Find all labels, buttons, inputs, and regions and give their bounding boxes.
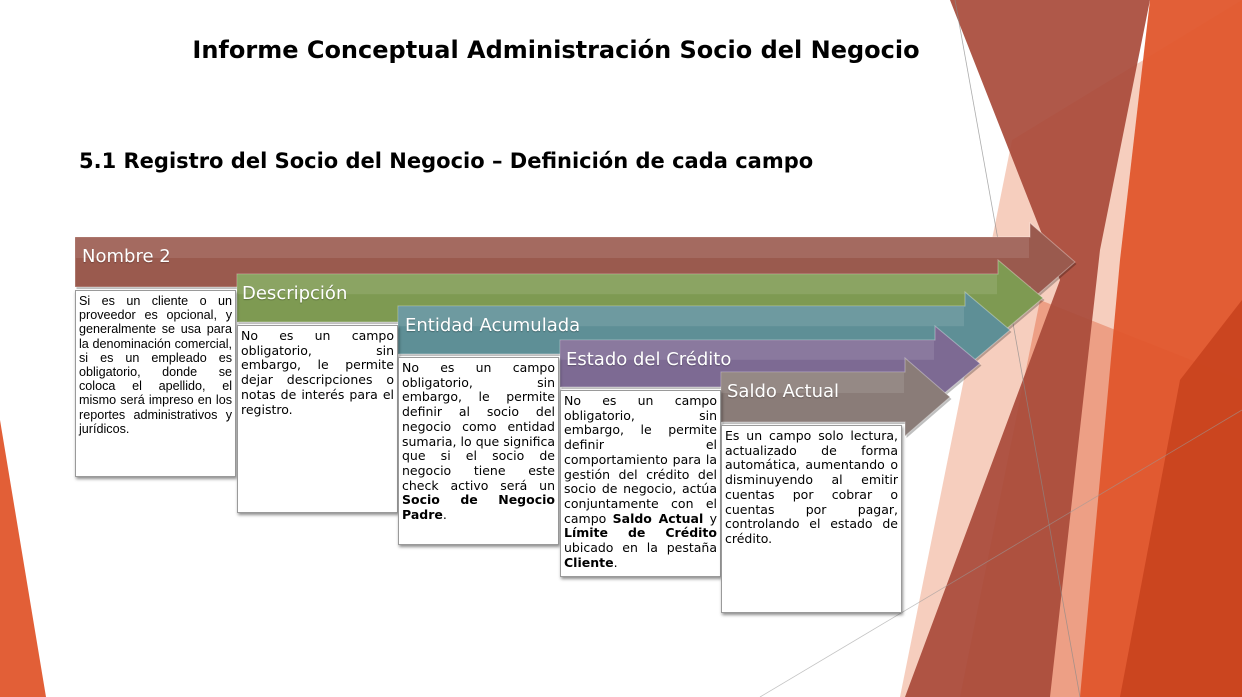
section-heading: 5.1 Registro del Socio del Negocio – Definición de cada campo [79,149,814,173]
emphasized-term: Límite de Crédito [564,525,717,541]
step-title-nombre-2: Nombre 2 [82,246,171,267]
emphasized-term: Cliente [564,554,614,570]
arrow-highlight [76,238,1029,258]
slide-title: Informe Conceptual Administración Socio del Negocio [192,36,920,64]
step-title-descripcion: Descripción [242,283,348,304]
description-text: Es un campo solo lectura, actualizado de forma automática, aumentando o disminuyendo al emitir cuentas por cobrar o cuentas por pagar, controlando el estado de crédito. [725,428,898,546]
step-description-saldo-actual [721,425,902,613]
step-description-entidad-acumulada [398,357,559,545]
emphasized-term: Saldo Actual [612,510,704,526]
description-text: ubicado en la pestaña [564,540,717,556]
description-text: y [703,510,718,526]
description-text: No es un campo obligatorio, sin embargo, le permite definir al socio del negocio como entidad sumaria, lo que significa que si el socio de negocio tiene este check activo será un [402,360,555,493]
description-text: Si es un cliente o un proveedor es opcional, y generalmente se usa para la denominación comercial, si es un empleado es obligatorio, donde se coloca el apellido, el mismo será impreso en los reportes administrativos y jurídicos. [79,294,232,436]
step-title-saldo-actual: Saldo Actual [727,381,840,402]
description-text: No es un campo obligatorio, sin embargo, le permite dejar descripciones o notas de interés para el registro. [241,328,394,417]
emphasized-term: Socio de Negocio Padre [402,492,555,523]
step-description-nombre-2 [75,290,236,477]
step-title-estado-del-credito: Estado del Crédito [566,349,732,370]
description-text: . [613,554,618,570]
arrow-highlight [238,275,997,294]
step-description-estado-del-credito [560,390,721,577]
step-title-entidad-acumulada: Entidad Acumulada [405,315,581,336]
step-description-descripcion [237,325,398,513]
description-text: . [442,507,447,523]
description-text: No es un campo obligatorio, sin embargo, le permite definir el comportamiento para la gestión del crédito del socio de negocio, actúa conjuntamente con el campo [564,393,717,526]
